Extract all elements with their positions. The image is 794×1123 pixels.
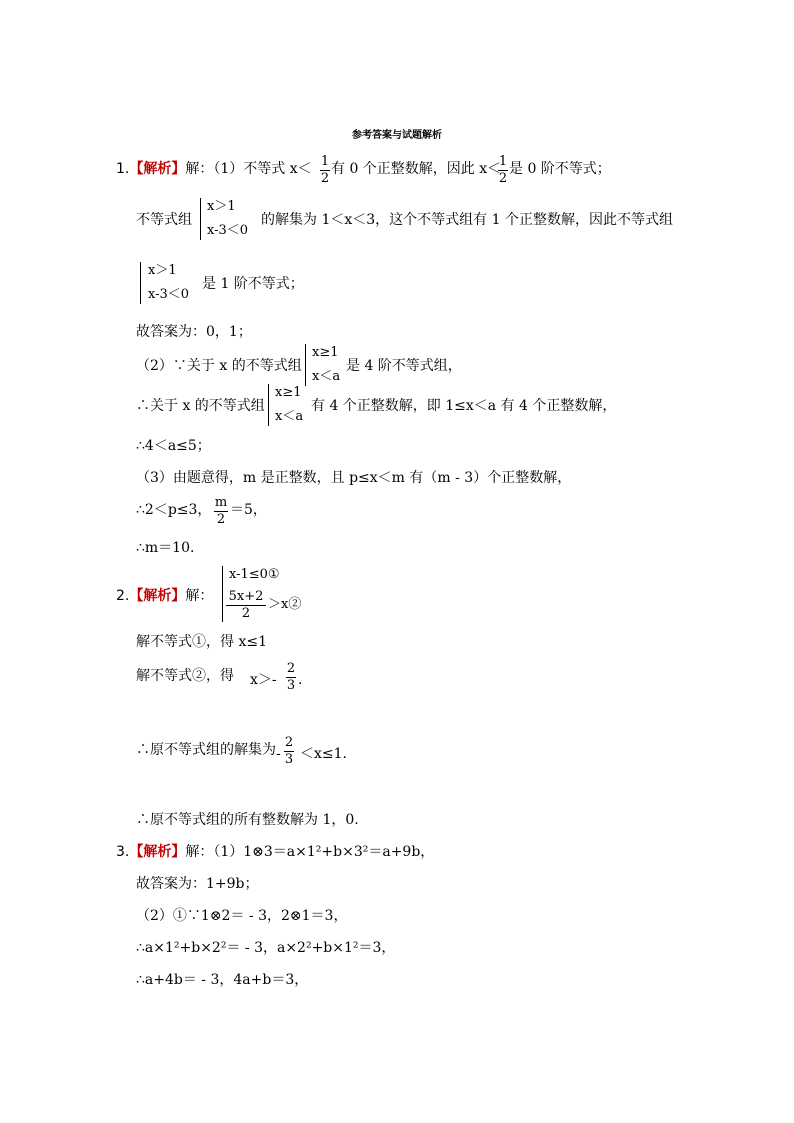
fraction: 1 2 [320, 154, 330, 186]
question-number: 1. [116, 161, 130, 177]
line-text: 是 4 阶不等式组， [346, 358, 462, 374]
system-line: x-3＜0 [207, 223, 249, 238]
analysis-tag: 【解析】 [129, 844, 186, 860]
line-text: ∴2＜p≤3， [136, 502, 212, 518]
fraction: 2 3 [284, 735, 294, 767]
line-text: ∴原不等式组的解集为 [136, 742, 276, 758]
fraction: 5x+2 2 [226, 590, 266, 621]
line-text: 是 1 阶不等式； [202, 276, 304, 292]
system-line: x＜a [275, 409, 304, 424]
question-number: 3. [116, 844, 130, 860]
system-line: x＞1 [148, 263, 177, 278]
brace [200, 198, 201, 240]
system-line: x＜a [312, 369, 341, 384]
system-line: x≥1 [275, 385, 302, 400]
brace [268, 384, 269, 426]
line-text: ∴4＜a≤5； [136, 438, 211, 454]
fraction: 1 2 [498, 154, 508, 186]
brace [305, 344, 306, 386]
line-text: 有 4 个正整数解，即 1≤x＜a 有 4 个正整数解， [311, 398, 617, 414]
brace [222, 566, 223, 622]
line-text: 的解集为 1＜x＜3，这个不等式组有 1 个正整数解，因此不等式组 [261, 212, 673, 228]
line-text: 解不等式①，得 x≤1 [136, 634, 267, 650]
analysis-tag: 【解析】 [129, 161, 186, 177]
line-text: ＝5， [230, 502, 267, 518]
line-text: 解： [185, 588, 214, 604]
line-text: ∴原不等式组的所有整数解为 1，0. [136, 812, 359, 828]
line-text: 故答案为：0，1； [136, 324, 252, 340]
system-line: x-3＜0 [148, 287, 190, 302]
question-number: 2. [116, 588, 130, 604]
line-text: ＜x≤1. [300, 746, 347, 762]
fraction: m 2 [214, 495, 228, 527]
line-text: 不等式组 [136, 212, 192, 228]
line-text: ∴a×1²+b×2²＝ - 3，a×2²+b×1²＝3， [136, 940, 396, 956]
line-text: 故答案为：1+9b； [136, 876, 259, 892]
brace [140, 262, 141, 304]
page-title: 参考答案与试题解析 [352, 130, 442, 141]
line-text: 解不等式②，得 [136, 668, 234, 684]
system-line: ＞x② [268, 597, 302, 612]
line-text: 解：（1）1⊗3＝a×1²+b×3²＝a+9b， [185, 844, 435, 860]
line-text: ∴a+4b＝ - 3，4a+b＝3， [136, 972, 309, 988]
line-text: （2）∵关于 x 的不等式组 [136, 358, 302, 374]
line-text: ∴m＝10. [136, 540, 195, 556]
analysis-tag: 【解析】 [129, 588, 186, 604]
line-text: （3）由题意得，m 是正整数，且 p≤x＜m 有（m - 3）个正整数解， [136, 470, 572, 486]
line-text: 解：（1）不等式 x＜ [185, 161, 312, 177]
line-text: ∴关于 x 的不等式组 [136, 398, 265, 414]
line-text: x＞- [250, 672, 277, 688]
fraction: 2 3 [286, 661, 296, 693]
system-line: x＞1 [207, 199, 236, 214]
line-text: 有 0 个正整数解，因此 x＜ [331, 161, 502, 177]
line-text: 是 0 阶不等式； [509, 161, 611, 177]
system-line: x≥1 [312, 345, 339, 360]
line-text: （2）①∵1⊗2＝ - 3，2⊗1＝3， [136, 908, 348, 924]
system-line: x-1≤0① [229, 567, 280, 582]
